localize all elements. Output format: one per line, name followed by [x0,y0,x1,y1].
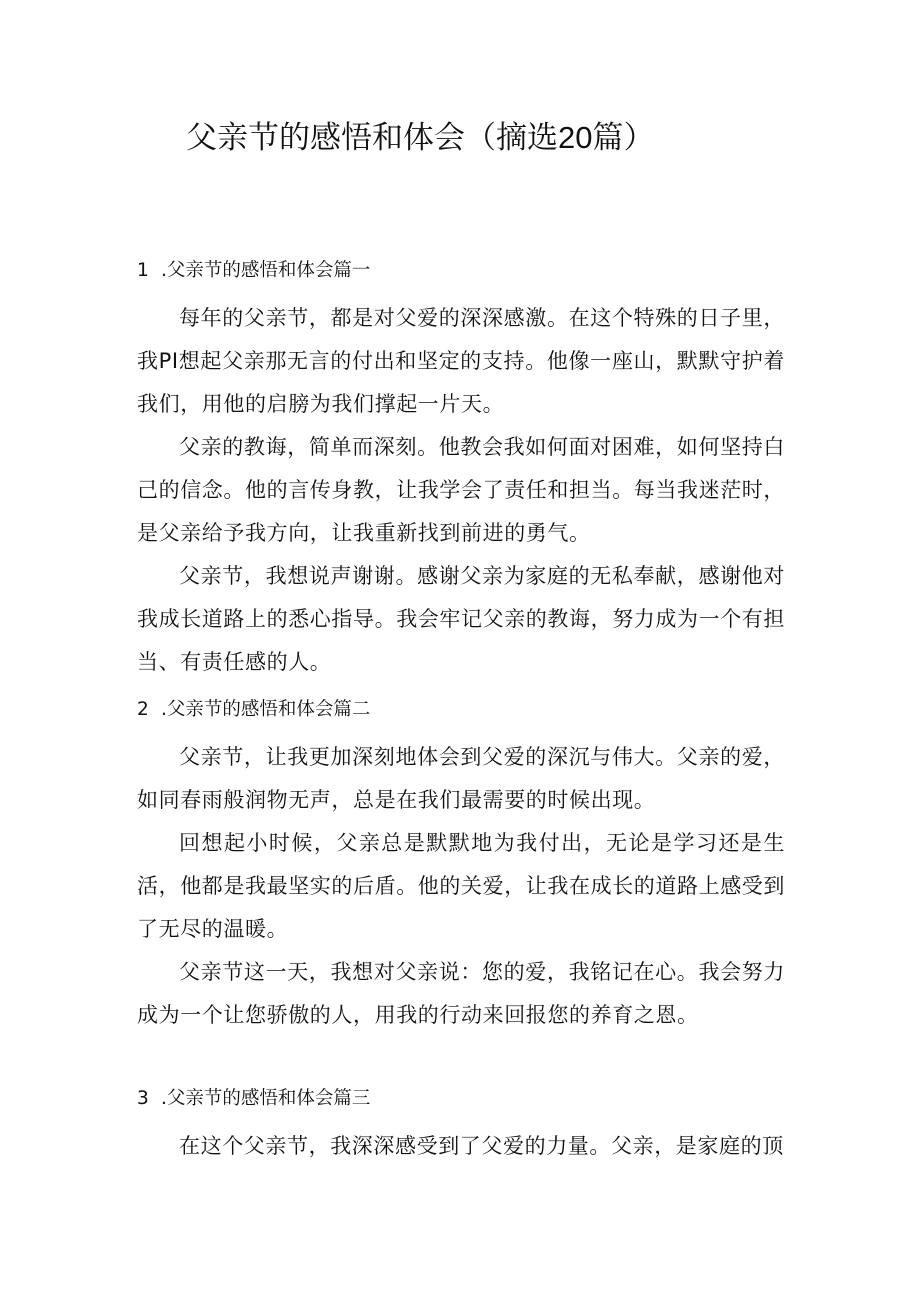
section-heading [137,684,785,736]
paragraph: 父亲节这一天，我想对父亲说：您的爱，我铭记在心。我会努力成为一个让您骄傲的人，用我的行动来回报您的养育之恩。 [137,960,785,1027]
paragraph: 在这个父亲节，我深深感受到了父爱的力量。父亲，是家庭的顶 [179,1134,784,1158]
section-heading [137,245,785,297]
section-heading-text: .父亲节的感悟和体会篇二 [161,699,371,720]
section-2 [137,684,785,1037]
paragraph: 父亲节，让我更加深刻地体会到父爱的深沉与伟大。父亲的爱，如同春雨般润物无声，总是在我们最需要的时候出现。 [137,745,785,812]
section-3 [137,1073,785,1168]
document-body [137,245,785,1168]
section-heading [137,1073,785,1125]
document-title: 父亲节的感悟和体会（摘选20篇） [186,120,655,155]
section-heading-text: .父亲节的感悟和体会篇三 [161,1088,371,1109]
section-heading-text: .父亲节的感悟和体会篇一 [161,260,371,281]
section-number: 3 [137,1088,149,1109]
paragraph: 父亲的教诲，简单而深刻。他教会我如何面对困难，如何坚持白己的信念。他的言传身教，让我学会了责任和担当。每当我迷茫时，是父亲给予我方向，让我重新找到前进的勇气。 [137,435,785,545]
paragraph: 回想起小时候，父亲总是默默地为我付出，无论是学习还是生活，他都是我最坚实的后盾。他的关爱，让我在成长的道路上感受到了无尽的温暖。 [137,831,785,941]
section-number: 2 [137,699,149,720]
section-number: 1 [137,260,149,281]
section-1 [137,245,785,684]
paragraph: 父亲节，我想说声谢谢。感谢父亲为家庭的无私奉献，感谢他对我成长道路上的悉心指导。我会牢记父亲的教诲，努力成为一个有担当、有责任感的人。 [137,564,785,674]
paragraph: 每年的父亲节，都是对父爱的深深感激。在这个特殊的日子里，我PI想起父亲那无言的付出和坚定的支持。他像一座山，默默守护着我们，用他的启膀为我们撑起一片天。 [137,306,785,416]
section-spacer [137,1037,785,1073]
